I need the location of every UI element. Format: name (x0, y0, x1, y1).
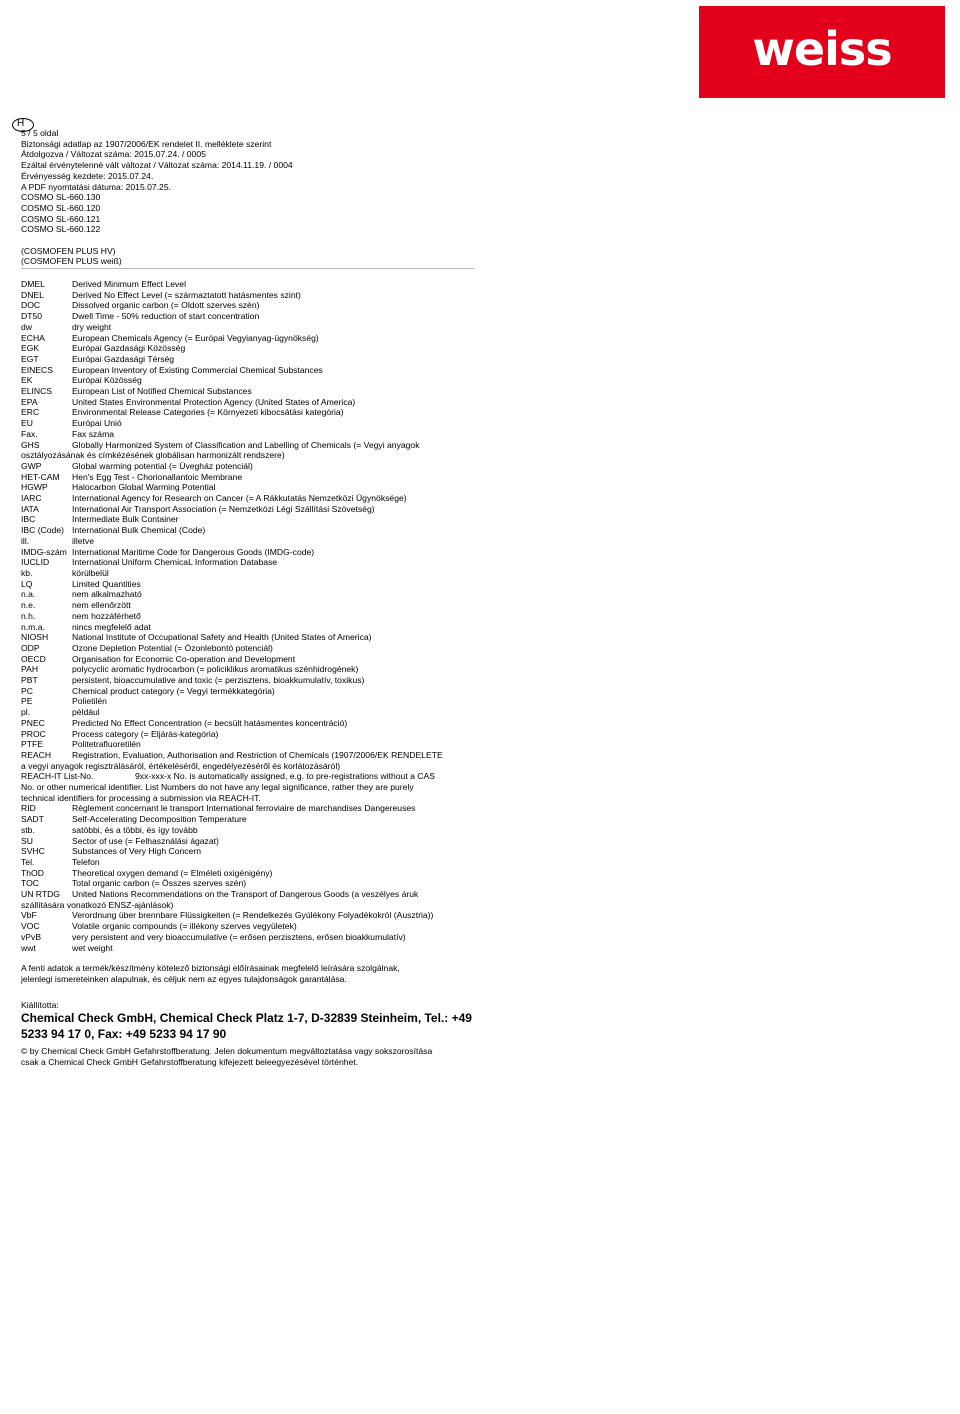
abbreviation-definition: polycyclic aromatic hydrocarbon (= policiklikus aromatikus szénhidrogének) (72, 664, 359, 675)
abbreviation-row (21, 600, 471, 611)
header-line: Átdolgozva / Változat száma: 2015.07.24. / 0005 (21, 149, 206, 160)
abbreviation-row (21, 632, 471, 643)
header-line: Ezáltal érvénytelenné vált változat / Változat száma: 2014.11.19. / 0004 (21, 160, 293, 171)
abbreviation-row (21, 611, 471, 622)
abbreviation-term: ELINCS (21, 386, 53, 397)
abbreviation-term: IBC (Code) (21, 525, 64, 536)
abbreviation-definition: United States Environmental Protection Agency (United States of America) (72, 396, 356, 407)
issuer-line-2: 5233 94 17 0, Fax: +49 5233 94 17 90 (21, 1026, 227, 1041)
abbreviation-row (21, 932, 471, 943)
abbreviation-definition-continued: technical identifiers for processing a submission via REACH-IT. (21, 792, 261, 803)
abbreviation-row (21, 825, 471, 836)
abbreviation-definition: illetve (72, 535, 94, 546)
abbreviation-row (21, 365, 471, 376)
abbreviation-definition: satöbbi, és a többi, és így tovább (72, 824, 198, 835)
abbreviation-definition-continued: No. or other numerical identifier. List Numbers do not have any legal significance, rather they are purely (21, 782, 414, 793)
header-line: COSMO SL-660.120 (21, 202, 101, 213)
abbreviation-definition: körülbelül (72, 567, 109, 578)
abbreviation-definition: Total organic carbon (= Összes szerves szén) (72, 878, 247, 889)
abbreviation-row (21, 664, 471, 675)
abbreviation-definition: Registration, Evaluation, Authorisation and Restriction of Chemicals (1907/2006/EK RENDELETE (72, 749, 443, 760)
abbreviation-row (21, 803, 471, 814)
abbreviation-row (21, 568, 471, 579)
abbreviation-row (21, 836, 471, 847)
abbreviation-term: EGT (21, 353, 39, 364)
abbreviation-term: n.a. (21, 589, 36, 600)
header-line: 5 / 5 oldal (21, 128, 59, 138)
abbreviation-term: PBT (21, 675, 38, 686)
abbreviation-definition: dry weight (72, 321, 112, 332)
abbreviation-definition: Telefon (72, 856, 100, 867)
abbreviation-term: EGK (21, 343, 40, 354)
abbreviation-term: TOC (21, 878, 39, 889)
abbreviation-term: n.h. (21, 610, 36, 621)
abbreviation-definition: például (72, 707, 100, 718)
abbreviation-row (21, 375, 471, 386)
abbreviation-row (21, 440, 471, 451)
abbreviation-row (21, 868, 471, 879)
abbreviation-definition: Limited Quantities (72, 578, 141, 589)
copyright-line-2: csak a Chemical Check GmbH Gefahrstoffberatung kifejezett beleegyezésével történhet. (21, 1056, 359, 1067)
abbreviation-term: kb. (21, 567, 33, 578)
abbreviation-term: IBC (21, 514, 36, 525)
abbreviation-term: VbF (21, 910, 37, 921)
header-line: Érvényesség kezdete: 2015.07.24. (21, 170, 154, 181)
abbreviation-row (21, 429, 471, 440)
abbreviation-row (21, 579, 471, 590)
header-line: (COSMOFEN PLUS weiß) (21, 256, 122, 267)
abbreviation-term: ODP (21, 642, 40, 653)
header-line (21, 235, 471, 246)
copyright-line-1: © by Chemical Check GmbH Gefahrstoffberatung. Jelen dokumentum megváltoztatása vagy sokszorosítása (21, 1046, 433, 1057)
abbreviation-definition: Règlement concernant le transport International ferroviaire de marchandises Dangereuses (72, 803, 416, 814)
abbreviation-row (21, 729, 471, 740)
abbreviation-definition-continued: szállítására vonatkozó ENSZ-ajánlások) (21, 899, 174, 910)
abbreviation-row (21, 311, 471, 322)
abbreviation-row (21, 333, 471, 344)
logo-text: weiss (752, 22, 892, 76)
abbreviation-term: SADT (21, 814, 44, 825)
abbreviation-term: IATA (21, 503, 39, 514)
abbreviation-row (21, 322, 471, 333)
abbreviation-definition: Derived No Effect Level (= származtatott hatásmentes szint) (72, 289, 301, 300)
abbreviation-row (21, 514, 471, 525)
abbreviation-row (21, 654, 471, 665)
abbreviation-definition: nem hozzáférhető (72, 610, 141, 621)
abbreviation-term: SVHC (21, 846, 45, 857)
abbreviation-definition: nem ellenőrzött (72, 600, 131, 611)
abbreviation-definition: Predicted No Effect Concentration (= becsült hatásmentes koncentráció) (72, 717, 348, 728)
abbreviation-row (21, 675, 471, 686)
abbreviation-term: pl. (21, 707, 31, 718)
abbreviation-term: wwt (21, 942, 36, 953)
abbreviation-term: DT50 (21, 311, 43, 322)
abbreviation-definition: Intermediate Bulk Container (72, 514, 179, 525)
abbreviation-row (21, 771, 471, 782)
abbreviations-list (21, 279, 471, 953)
abbreviation-definition: European Chemicals Agency (= Európai Vegyianyag-ügynökség) (72, 332, 319, 343)
abbreviation-row (21, 857, 471, 868)
abbreviation-definition: Organisation for Economic Co-operation and Development (72, 653, 296, 664)
abbreviation-definition: very persistent and very bioaccumulative (= erősen perzisztens, erősen bioakkumulatív) (72, 931, 406, 942)
header-line: (COSMOFEN PLUS HV) (21, 245, 116, 256)
abbreviation-definition: nincs megfelelő adat (72, 621, 151, 632)
abbreviation-definition: Globally Harmonized System of Classification and Labelling of Chemicals (= Vegyi anyagok (72, 439, 420, 450)
abbreviation-term: RID (21, 803, 36, 814)
abbreviation-definition: Global warming potential (= Üvegház potenciál) (72, 460, 253, 471)
abbreviation-term: PROC (21, 728, 46, 739)
abbreviation-term: LQ (21, 578, 33, 589)
abbreviation-definition: United Nations Recommendations on the Transport of Dangerous Goods (a veszélyes áruk (72, 889, 419, 900)
abbreviation-row (21, 739, 471, 750)
abbreviation-definition: Chemical product category (= Vegyi termékkategória) (72, 685, 275, 696)
abbreviation-row (21, 407, 471, 418)
abbreviation-term: DMEL (21, 279, 45, 289)
abbreviation-definition: International Uniform ChemicaL Information Database (72, 557, 278, 568)
abbreviation-term: EPA (21, 396, 38, 407)
abbreviation-row (21, 343, 471, 354)
abbreviation-term: REACH (21, 749, 52, 760)
abbreviation-term: dw (21, 321, 32, 332)
abbreviation-row (21, 536, 471, 547)
abbreviation-term: n.m.a. (21, 621, 45, 632)
abbreviation-definition: Sector of use (= Felhasználási ágazat) (72, 835, 219, 846)
document-footer (21, 963, 471, 1068)
abbreviation-term: PAH (21, 664, 39, 675)
abbreviation-term: VOC (21, 921, 40, 932)
abbreviation-term: IARC (21, 493, 42, 504)
abbreviation-definition: Európai Unió (72, 418, 122, 429)
abbreviation-definition: International Air Transport Association (= Nemzetközi Légi Szállítási Szövetség) (72, 503, 375, 514)
abbreviation-term: IMDG-szám (21, 546, 67, 557)
abbreviation-term: Tel. (21, 856, 35, 867)
abbreviation-definition: Derived Minimum Effect Level (72, 279, 186, 289)
abbreviation-definition: Halocarbon Global Warming Potential (72, 482, 216, 493)
abbreviation-row (21, 418, 471, 429)
abbreviation-term: vPvB (21, 931, 42, 942)
abbreviation-row (21, 589, 471, 600)
abbreviation-term: ERC (21, 407, 40, 418)
disclaimer-line-2: jelenlegi ismereteinken alapulnak, és céljuk nem az egyes tulajdonságok garantálása. (21, 973, 347, 984)
abbreviation-term: GWP (21, 460, 42, 471)
abbreviation-term: EINECS (21, 364, 53, 375)
abbreviation-term: ill. (21, 535, 30, 546)
abbreviation-definition: Hen's Egg Test - Chorionallantoic Membrane (72, 471, 243, 482)
abbreviation-definition: persistent, bioaccumulative and toxic (= perzisztens, bioakkumulatív, toxikus) (72, 675, 365, 686)
abbreviation-term: DNEL (21, 289, 44, 300)
abbreviation-row (21, 290, 471, 301)
abbreviation-row (21, 622, 471, 633)
abbreviation-term: ECHA (21, 332, 45, 343)
document-header (21, 128, 471, 267)
abbreviation-row (21, 279, 471, 290)
abbreviation-definition: Substances of Very High Concern (72, 846, 201, 857)
abbreviation-term: Fax. (21, 428, 38, 439)
issuer-line-1: Chemical Check GmbH, Chemical Check Platz 1-7, D-32839 Steinheim, Tel.: +49 (21, 1011, 472, 1026)
abbreviation-definition: Európai Gazdasági Térség (72, 353, 175, 364)
abbreviation-row (21, 300, 471, 311)
header-line: COSMO SL-660.121 (21, 213, 101, 224)
abbreviation-row (21, 696, 471, 707)
abbreviation-term: ThOD (21, 867, 44, 878)
abbreviation-definition: International Maritime Code for Dangerous Goods (IMDG-code) (72, 546, 315, 557)
abbreviation-definition: Environmental Release Categories (= Környezeti kibocsátási kategória) (72, 407, 344, 418)
abbreviation-row (21, 846, 471, 857)
abbreviation-term: EU (21, 418, 33, 429)
abbreviation-row (21, 921, 471, 932)
abbreviation-row (21, 686, 471, 697)
issuer-label: Kiállította: (21, 1000, 59, 1011)
abbreviation-definition: Process category (= Eljárás-kategória) (72, 728, 219, 739)
header-line: COSMO SL-660.130 (21, 192, 101, 203)
abbreviation-definition: nem alkalmazható (72, 589, 142, 600)
header-line: Biztonsági adatlap az 1907/2006/EK rendelet II. melléklete szerint (21, 138, 272, 149)
abbreviation-definition: International Bulk Chemical (Code) (72, 525, 206, 536)
abbreviation-row (21, 889, 471, 900)
abbreviation-row (21, 482, 471, 493)
abbreviation-term: IUCLID (21, 557, 50, 568)
abbreviation-row (21, 557, 471, 568)
abbreviation-term: UN RTDG (21, 889, 60, 900)
abbreviation-definition: National Institute of Occupational Safety and Health (United States of America) (72, 632, 372, 643)
abbreviation-term: n.e. (21, 600, 36, 611)
abbreviation-definition: Self-Accelerating Decomposition Temperature (72, 814, 247, 825)
abbreviation-definition: Verordnung über brennbare Flüssigkeiten (= Rendelkezés Gyúlékony Folyadékokról (Ausztria)) (72, 910, 434, 921)
header-line: A PDF nyomtatási dátuma: 2015.07.25. (21, 181, 172, 192)
abbreviation-definition: 9xx-xxx-x No. is automatically assigned, e.g. to pre-registrations without a CAS (135, 771, 435, 782)
abbreviation-term: OECD (21, 653, 46, 664)
abbreviation-definition: European List of Notified Chemical Substances (72, 386, 252, 397)
abbreviation-row (21, 547, 471, 558)
abbreviation-definition-continued: osztályozásának és címkézésének globálisan harmonizált rendszere) (21, 450, 285, 461)
abbreviation-term: HET-CAM (21, 471, 60, 482)
abbreviation-definition: Európai Gazdasági Közösség (72, 343, 186, 354)
abbreviation-definition: International Agency for Research on Cancer (= A Rákkutatás Nemzetközi Ügynöksége) (72, 493, 407, 504)
abbreviation-row (21, 910, 471, 921)
abbreviation-row (21, 943, 471, 954)
abbreviation-definition: Dwell Time - 50% reduction of start concentration (72, 311, 260, 322)
abbreviation-row (21, 461, 471, 472)
abbreviation-term: EK (21, 375, 33, 386)
abbreviation-row (21, 493, 471, 504)
abbreviation-row (21, 718, 471, 729)
abbreviation-term: PTFE (21, 739, 43, 750)
abbreviation-term: PC (21, 685, 33, 696)
abbreviation-definition: Politetrafluoretilén (72, 739, 141, 750)
disclaimer-line-1: A fenti adatok a termék/készítmény kötelező biztonsági előírásainak megfelelő leírására szolgálnak, (21, 963, 400, 973)
header-line: COSMO SL-660.122 (21, 224, 101, 235)
abbreviation-definition: Európai Közösség (72, 375, 142, 386)
abbreviation-row (21, 643, 471, 654)
abbreviation-row (21, 707, 471, 718)
abbreviation-row (21, 472, 471, 483)
abbreviation-term: GHS (21, 439, 40, 450)
abbreviation-row (21, 525, 471, 536)
abbreviation-definition: Volatile organic compounds (= illékony szerves vegyületek) (72, 921, 297, 932)
abbreviation-term: stb. (21, 824, 35, 835)
header-separator (21, 268, 474, 269)
abbreviation-term: SU (21, 835, 33, 846)
abbreviation-row (21, 386, 471, 397)
weiss-logo (699, 6, 945, 98)
abbreviation-term: REACH-IT List-No. (21, 771, 94, 782)
abbreviation-definition: Ozone Depletion Potential (= Ózonlebontó potenciál) (72, 642, 273, 653)
abbreviation-term: DOC (21, 300, 41, 311)
abbreviation-definition: Polietilén (72, 696, 107, 707)
language-mark-label: H (17, 118, 25, 129)
abbreviation-row (21, 504, 471, 515)
abbreviation-definition: European Inventory of Existing Commercial Chemical Substances (72, 364, 323, 375)
abbreviation-term: HGWP (21, 482, 48, 493)
abbreviation-row (21, 354, 471, 365)
abbreviation-row (21, 750, 471, 761)
abbreviation-definition: Theoretical oxygen demand (= Elméleti oxigénigény) (72, 867, 273, 878)
abbreviation-row (21, 814, 471, 825)
abbreviation-definition: wet weight (72, 942, 113, 953)
abbreviation-term: PE (21, 696, 33, 707)
abbreviation-definition-continued: a vegyi anyagok regisztrálásáról, értékeléséről, engedélyezéséről és korlátozásáról) (21, 760, 341, 771)
abbreviation-definition: Fax száma (72, 428, 115, 439)
abbreviation-term: NIOSH (21, 632, 49, 643)
abbreviation-row (21, 878, 471, 889)
abbreviation-term: PNEC (21, 717, 45, 728)
abbreviation-definition: Dissolved organic carbon (= Oldott szerves szén) (72, 300, 260, 311)
abbreviation-row (21, 397, 471, 408)
